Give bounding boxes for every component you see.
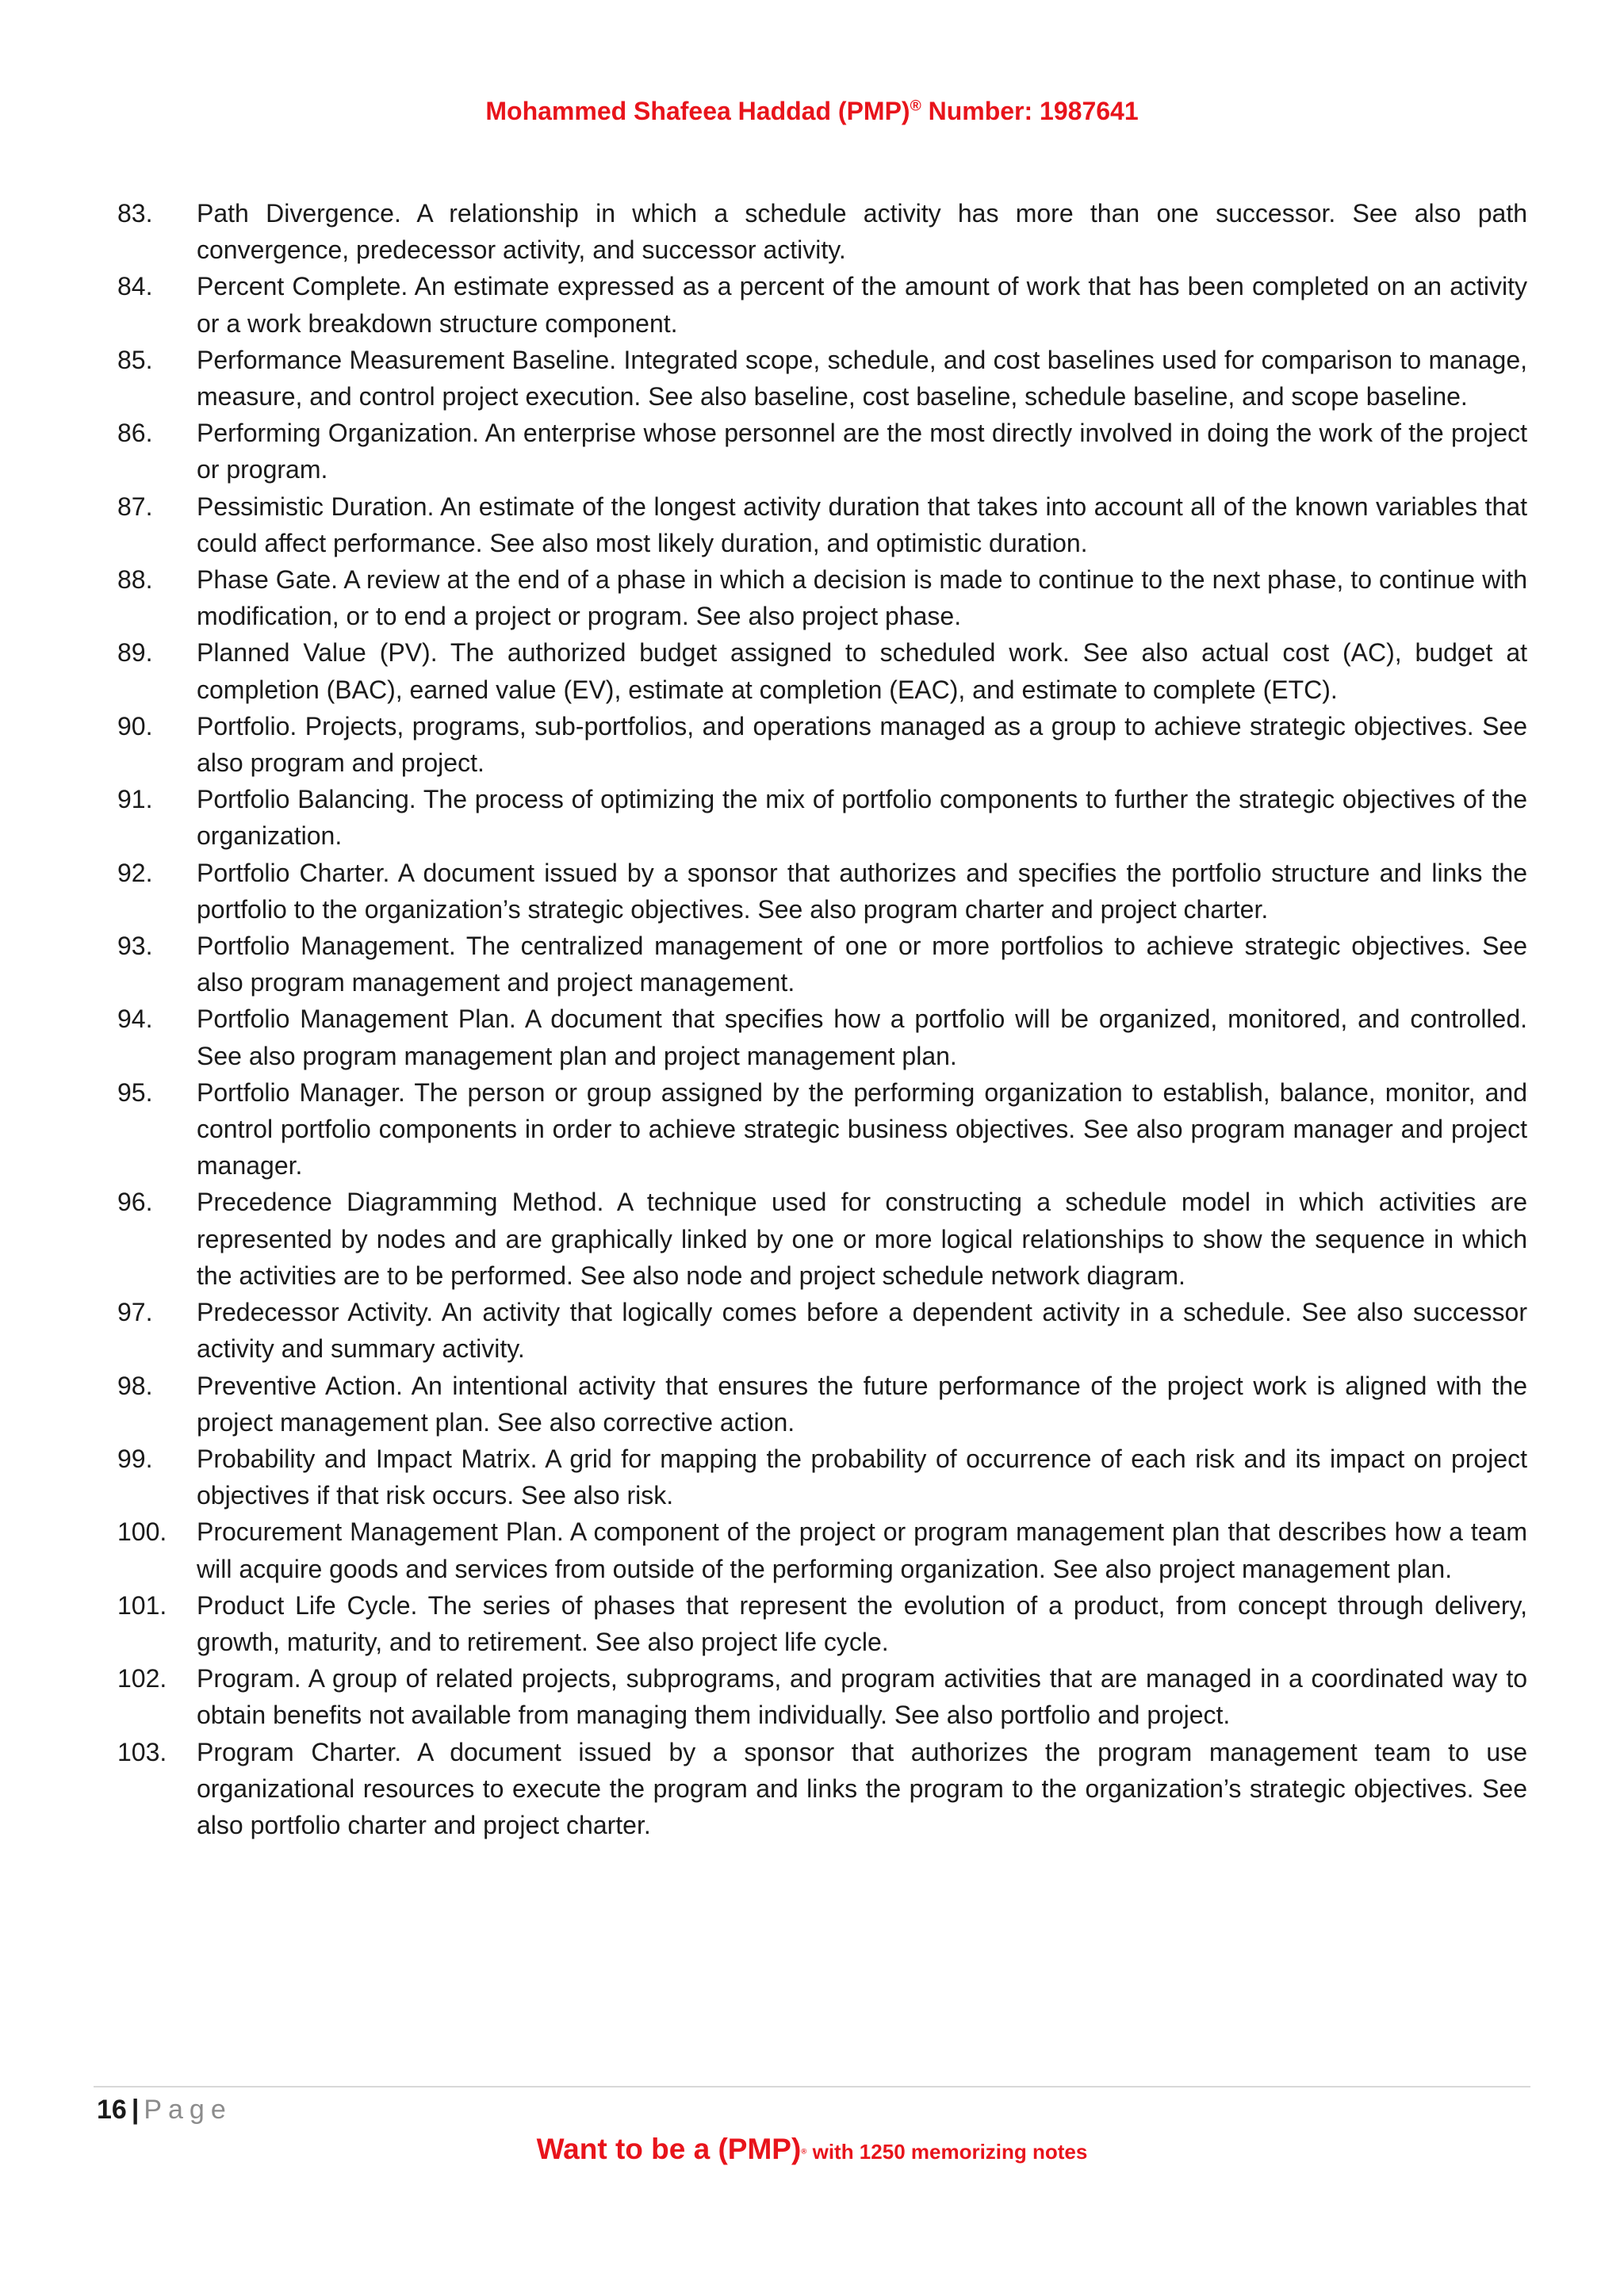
entry-text: Product Life Cycle. The series of phases that represent the evolution of a product, from concept through delivery, growth, maturity, and to retirement. See also project life cycle.	[197, 1590, 1527, 1656]
entry-number: 97.	[117, 1298, 153, 1327]
entry-text: Preventive Action. An intentional activity that ensures the future performance of the project work is aligned with the project management plan. See also corrective action.	[197, 1371, 1527, 1437]
glossary-entry	[117, 195, 1527, 268]
entry-text: Portfolio Management. The centralized management of one or more portfolios to achieve strategic objectives. See also program management and project management.	[197, 932, 1527, 997]
entry-number: 87.	[117, 492, 153, 521]
entry-text: Probability and Impact Matrix. A grid for mapping the probability of occurrence of each risk and its impact on project objectives if that risk occurs. See also risk.	[197, 1444, 1527, 1510]
entry-number: 92.	[117, 858, 153, 887]
footer-divider	[94, 2086, 1530, 2087]
glossary-entry	[117, 1294, 1527, 1367]
entry-number: 103.	[117, 1737, 167, 1766]
entry-text: Portfolio Charter. A document issued by a sponsor that authorizes and specifies the portfolio structure and links the portfolio to the organization’s strategic objectives. See also program charter and project charter.	[197, 858, 1527, 924]
entry-text: Pessimistic Duration. An estimate of the longest activity duration that takes into account all of the known variables that could affect performance. See also most likely duration, and optimistic duration.	[197, 492, 1527, 557]
entry-text: Path Divergence. A relationship in which a schedule activity has more than one successor. See also path convergence, predecessor activity, and successor activity.	[197, 199, 1527, 265]
entry-number: 84.	[117, 272, 153, 301]
entry-number: 83.	[117, 199, 153, 228]
entry-text: Planned Value (PV). The authorized budget assigned to scheduled work. See also actual cost (AC), budget at completion (BAC), earned value (EV), estimate at completion (EAC), and estimate to complete (ETC).	[197, 638, 1527, 704]
entry-text: Program Charter. A document issued by a sponsor that authorizes the program management team to use organizational resources to execute the program and links the program to the organization’s strategic objectives. See also portfolio charter and project charter.	[197, 1737, 1527, 1839]
entry-text: Performing Organization. An enterprise whose personnel are the most directly involved in doing the work of the project or program.	[197, 419, 1527, 484]
entry-number: 89.	[117, 638, 153, 668]
page-word: Page	[144, 2095, 232, 2125]
entry-text: Procurement Management Plan. A component of the project or program management plan that describes how a team will acquire goods and services from outside of the performing organization. See also project management plan.	[197, 1517, 1527, 1583]
entry-number: 100.	[117, 1517, 167, 1547]
slogan-registered-symbol: ®	[801, 2147, 807, 2156]
glossary-entry	[117, 708, 1527, 781]
entry-number: 94.	[117, 1004, 153, 1034]
slogan-sub: with 1250 memorizing notes	[806, 2140, 1088, 2164]
glossary-entry	[117, 855, 1527, 928]
entry-text: Portfolio. Projects, programs, sub-portfolios, and operations managed as a group to achieve strategic objectives. See also program and project.	[197, 711, 1527, 778]
entry-text: Portfolio Balancing. The process of optimizing the mix of portfolio components to further the strategic objectives of the organization.	[197, 785, 1527, 851]
entry-text: Performance Measurement Baseline. Integrated scope, schedule, and cost baselines used for comparison to manage, measure, and control project execution. See also baseline, cost baseline, schedule baseline, and scope baseline.	[197, 345, 1527, 411]
glossary-entry	[117, 561, 1527, 634]
entry-text: Percent Complete. An estimate expressed as a percent of the amount of work that has been completed on an activity or a work breakdown structure component.	[197, 272, 1527, 338]
entry-number: 99.	[117, 1444, 153, 1473]
entry-text: Predecessor Activity. An activity that logically comes before a dependent activity in a schedule. See also successor activity and summary activity.	[197, 1298, 1527, 1364]
glossary-entry	[117, 1368, 1527, 1441]
glossary-entry	[117, 1734, 1527, 1844]
glossary-entry	[117, 1513, 1527, 1586]
entry-text: Program. A group of related projects, subprograms, and program activities that are managed in a coordinated way to obtain benefits not available from managing them individually. See also portfolio and project.	[197, 1664, 1527, 1730]
entry-text: Phase Gate. A review at the end of a phase in which a decision is made to continue to the next phase, to continue with modification, or to end a project or program. See also project phase.	[197, 565, 1527, 631]
entry-number: 95.	[117, 1077, 153, 1107]
entry-number: 91.	[117, 785, 153, 814]
glossary-entry	[117, 781, 1527, 854]
entry-text: Portfolio Manager. The person or group assigned by the performing organization to establish, balance, monitor, and control portfolio components in order to achieve strategic business objectives. See also program manager and project manager.	[197, 1077, 1527, 1181]
entry-number: 85.	[117, 345, 153, 374]
glossary-entry	[117, 415, 1527, 488]
entry-number: 90.	[117, 711, 153, 740]
page-number-label	[97, 2094, 232, 2126]
glossary-entry	[117, 1001, 1527, 1073]
slogan-main: Want to be a (PMP)	[536, 2133, 802, 2165]
glossary-entry	[117, 928, 1527, 1001]
glossary-entry	[117, 1184, 1527, 1294]
entry-number: 93.	[117, 932, 153, 961]
entry-number: 86.	[117, 419, 153, 448]
glossary-entry	[117, 634, 1527, 707]
glossary-entry	[117, 342, 1527, 415]
entry-number: 96.	[117, 1188, 153, 1217]
entry-number: 98.	[117, 1371, 153, 1400]
page-number: 16	[97, 2095, 127, 2125]
page-header-title	[0, 97, 1624, 126]
entry-text: Precedence Diagramming Method. A technique used for constructing a schedule model in which activities are represented by nodes and are graphically linked by one or more logical relationships to show the sequence in which the activities are to be performed. See also node and project schedule network diagram.	[197, 1188, 1527, 1290]
glossary-entry	[117, 1660, 1527, 1733]
glossary-entry	[117, 488, 1527, 561]
header-name: Mohammed Shafeea Haddad (PMP)	[485, 97, 910, 125]
glossary-entry	[117, 1074, 1527, 1184]
page-separator: |	[131, 2095, 140, 2125]
glossary-list	[117, 195, 1527, 1843]
entry-number: 102.	[117, 1664, 167, 1693]
entry-number: 88.	[117, 565, 153, 595]
entry-text: Portfolio Management Plan. A document that specifies how a portfolio will be organized, monitored, and controlled. See also program management plan and project management plan.	[197, 1004, 1527, 1070]
footer-slogan	[0, 2133, 1624, 2166]
glossary-entry	[117, 1587, 1527, 1660]
header-number: Number: 1987641	[921, 97, 1139, 125]
entry-number: 101.	[117, 1590, 167, 1620]
registered-symbol: ®	[910, 98, 921, 115]
glossary-entry	[117, 1441, 1527, 1513]
glossary-entry	[117, 268, 1527, 341]
